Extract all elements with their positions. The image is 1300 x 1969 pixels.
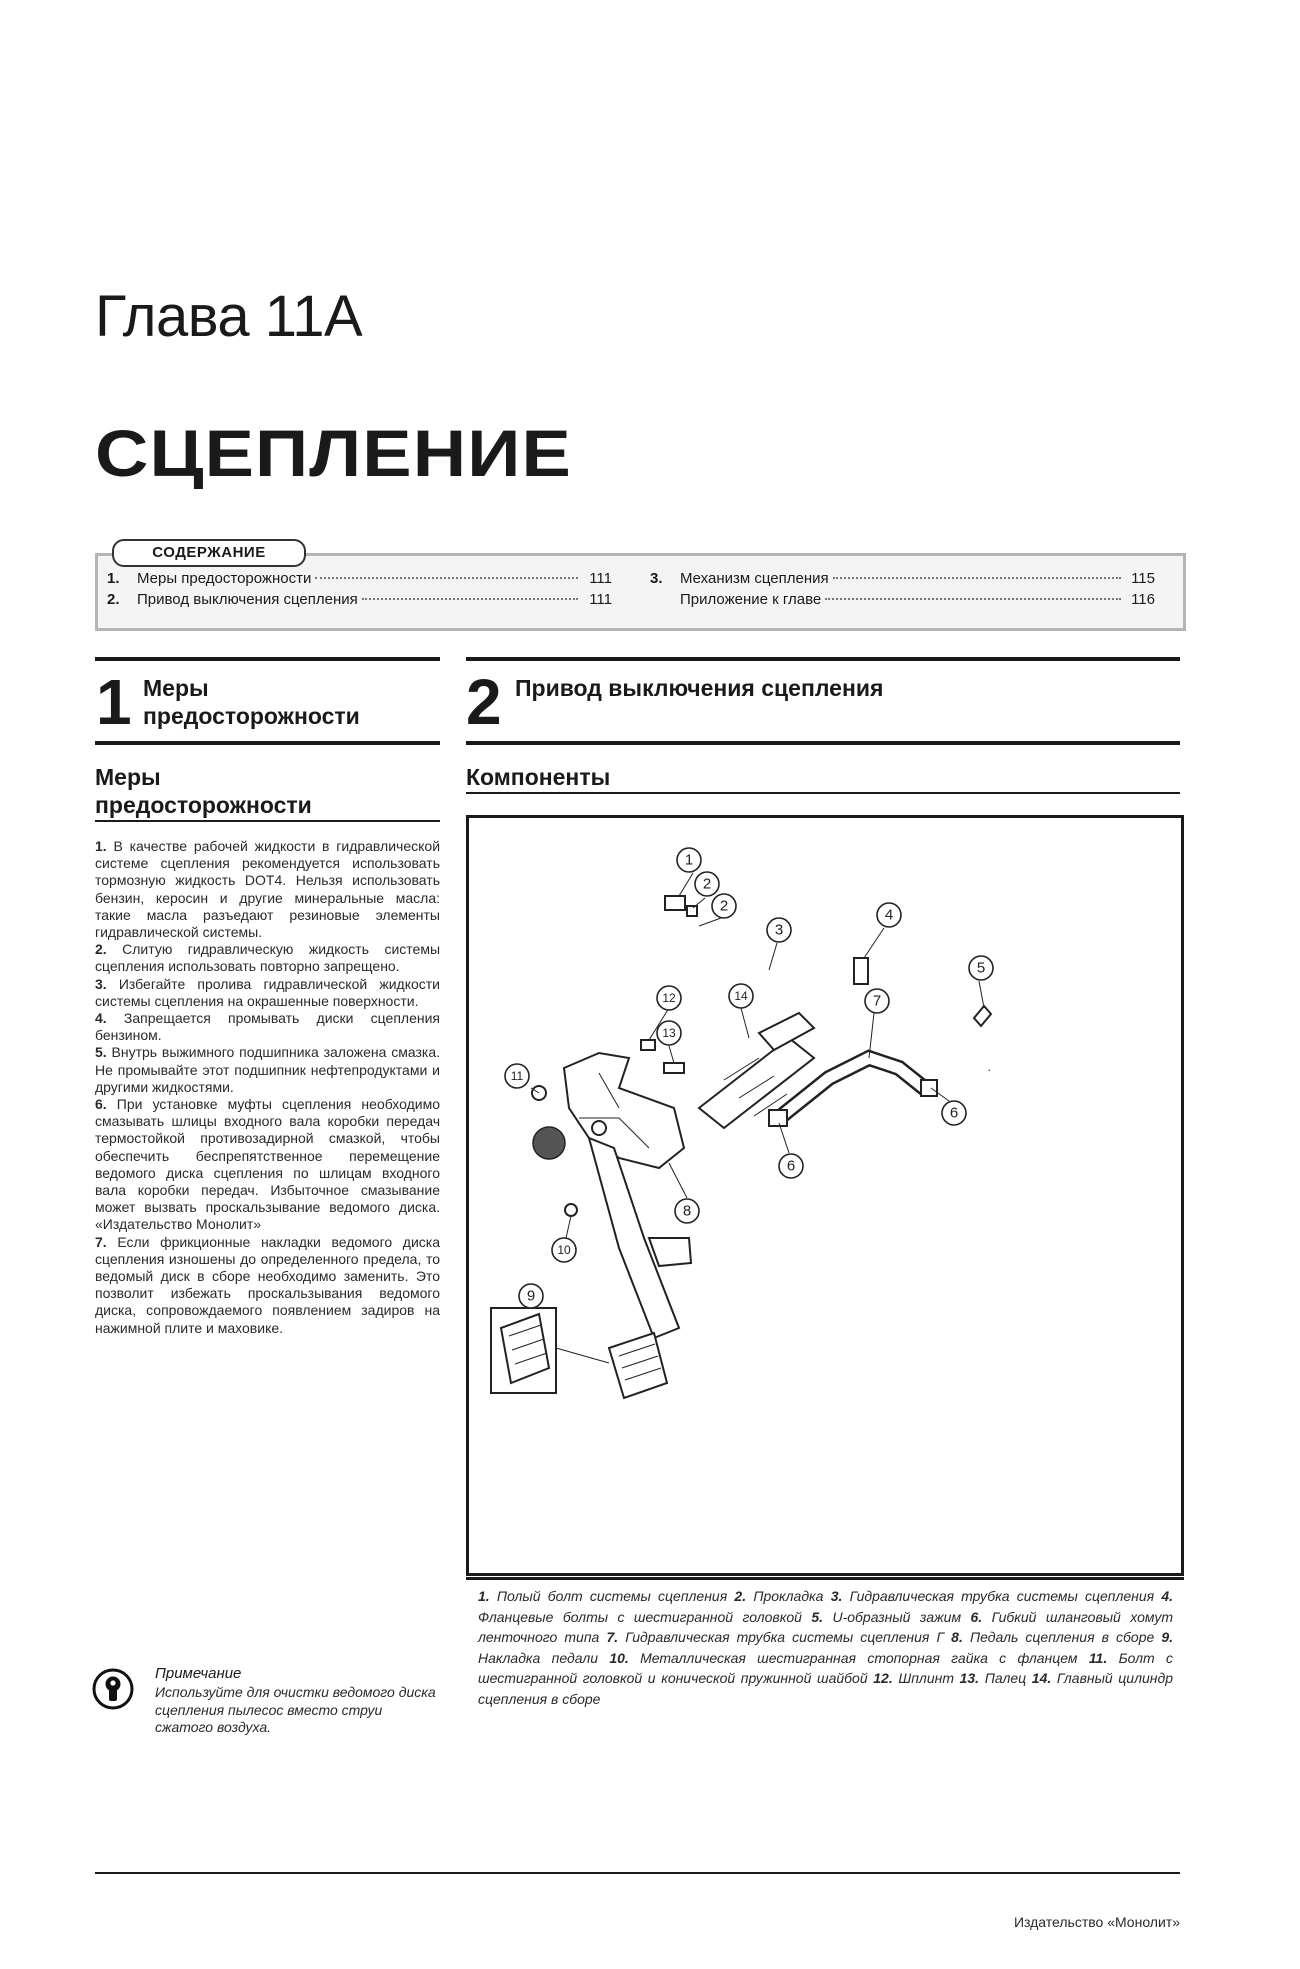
list-item-text: Слитую гидравлическую жидкость системы сцепления использовать повторно запрещено. — [95, 941, 441, 975]
callout — [519, 1284, 543, 1308]
callout — [865, 989, 889, 1013]
callout — [657, 1021, 681, 1045]
subheading-rule — [466, 792, 1180, 794]
lock-nut — [565, 1204, 577, 1216]
section-title: Меры предосторожности — [143, 675, 360, 729]
chapter-title: СЦЕПЛЕНИЕ — [95, 416, 572, 490]
section-number: 2 — [466, 666, 502, 738]
components-figure — [466, 815, 1184, 1576]
callout — [677, 848, 701, 872]
callout-label: 11 — [510, 1069, 524, 1083]
toc-entry-page: 115 — [1131, 570, 1155, 587]
toc-entry-text: Меры предосторожности — [137, 570, 312, 587]
callout-label: 5 — [976, 959, 986, 977]
caption-text: Болт с шестигранной головкой и конической пружинной шайбой — [478, 1649, 1174, 1686]
list-item — [95, 1096, 440, 1234]
toc-leader — [833, 577, 1121, 579]
footer-rule — [95, 1872, 1180, 1874]
caption-num: 4. — [1161, 1588, 1174, 1604]
toc-entry-num: 3. — [650, 570, 663, 587]
caption-num: 3. — [830, 1588, 843, 1604]
caption-num: 1. — [478, 1588, 490, 1604]
caption-text: Гибкий шланговый хомут ленточного типа — [478, 1608, 1174, 1645]
toc-entry[interactable] — [107, 570, 612, 587]
clutch-diagram — [469, 818, 1181, 1573]
figure-caption-rule — [466, 1577, 1184, 1580]
list-item-num: 7. — [95, 1233, 107, 1250]
section-rule — [466, 657, 1180, 661]
caption-text: Гидравлическая трубка системы сцепления Г — [625, 1629, 945, 1645]
caption-text: Накладка педали — [478, 1649, 599, 1666]
subheading: Компоненты — [466, 764, 611, 790]
pivot — [592, 1121, 606, 1135]
list-item — [95, 838, 440, 941]
caption-text: Полый болт системы сцепления — [496, 1588, 728, 1604]
toc-leader — [362, 598, 578, 600]
list-item-text: Запрещается промывать диски сцепления бензином. — [95, 1010, 441, 1044]
caption-num: 13. — [959, 1670, 980, 1686]
section-rule — [95, 657, 440, 661]
toc-heading: СОДЕРЖАНИЕ — [112, 539, 306, 567]
clevis-pin — [664, 1063, 684, 1073]
caption-text: Фланцевые болты с шестигранной головкой — [478, 1608, 802, 1625]
callout-label: 14 — [734, 989, 748, 1003]
list-item-text: При установке муфты сцепления необходимо смазывать шлицы входного вала коробки передач термостойкой противозадирной смазкой, чтобы обеспечить беспрепятственное перемещение ведомого диска сцепления по шлицам входного вала коробки передач. Избыточное смазывание может вызвать проскальзывание ведомого диска. «Издательство Монолит» — [95, 1096, 441, 1233]
toc-entry-text: Приложение к главе — [680, 591, 822, 608]
caption-num: 8. — [951, 1629, 963, 1645]
split-pin — [641, 1040, 655, 1050]
list-item-num: 6. — [95, 1096, 107, 1113]
callout-label: 2 — [719, 897, 729, 915]
list-item — [95, 1044, 440, 1096]
caption-num: 11. — [1088, 1649, 1108, 1666]
list-item — [95, 1010, 440, 1044]
inset-leader — [556, 1348, 609, 1363]
note-title: Примечание — [155, 1665, 242, 1682]
callout — [877, 903, 901, 927]
list-item-text: Избегайте пролива гидравлической жидкости системы сцепления на окрашенные поверхности. — [95, 975, 441, 1009]
section-rule — [466, 741, 1180, 745]
callout — [767, 918, 791, 942]
toc-entry[interactable] — [650, 591, 1155, 608]
caption-num: 7. — [606, 1629, 619, 1645]
caption-text: Главный цилиндр сцепления в сборе — [478, 1670, 1173, 1707]
flange-bolt — [854, 958, 868, 984]
callout — [695, 872, 719, 896]
callout-label: 1 — [684, 851, 694, 869]
toc-entry[interactable] — [107, 591, 612, 608]
note-text: Используйте для очистки ведомого диска сцепления пылесос вместо струи сжатого воздуха. — [155, 1684, 436, 1735]
section-number: 1 — [96, 666, 132, 738]
precautions-list — [95, 838, 440, 1337]
pedal-pad — [609, 1333, 667, 1398]
callout-label: 6 — [786, 1157, 796, 1175]
callout — [552, 1238, 576, 1262]
callout-label: 12 — [662, 991, 676, 1005]
callout — [729, 984, 753, 1008]
publisher: Издательство «Монолит» — [1013, 1914, 1180, 1930]
callout — [779, 1154, 803, 1178]
pedal-stop — [649, 1238, 691, 1266]
list-item — [95, 976, 440, 1010]
banjo-bolt — [665, 896, 685, 910]
list-item-text: Если фрикционные накладки ведомого диска сцепления изношены до определенного предела, то ведомый диск в сборе необходимо заменить. Это позволит избежать проскальзывания ведомого диска, сопровождаемого появлением задиров на нажимной плите и маховике. — [95, 1233, 441, 1336]
callout — [657, 986, 681, 1010]
hose-clamp — [921, 1080, 937, 1096]
callout-label: 3 — [774, 921, 784, 939]
figure-caption — [478, 1586, 1173, 1709]
callout-label: 10 — [557, 1243, 571, 1257]
toc-entry[interactable] — [650, 570, 1155, 587]
toc-entry-page: 111 — [589, 570, 612, 587]
caption-text: Шплинт — [898, 1670, 954, 1686]
toc-entry-page: 116 — [1131, 591, 1155, 608]
hose-clamp — [769, 1110, 787, 1126]
section-title: Привод выключения сцепления — [515, 675, 884, 701]
note-icon — [92, 1668, 134, 1710]
list-item-num: 1. — [95, 838, 107, 854]
list-item-text: Внутрь выжимного подшипника заложена смазка. Не промывайте этот подшипник нефтепродуктами и другими жидкостями. — [95, 1044, 441, 1095]
toc-entry-num: 2. — [107, 591, 120, 608]
callout-label: 9 — [526, 1287, 536, 1305]
toc-entry-text: Механизм сцепления — [680, 570, 829, 587]
section-rule — [95, 741, 440, 745]
u-clip — [974, 1006, 991, 1026]
caption-num: 2. — [734, 1588, 747, 1604]
caption-num: 9. — [1161, 1629, 1174, 1645]
callout — [969, 956, 993, 980]
toc-leader — [825, 598, 1121, 600]
caption-num: 12. — [873, 1670, 893, 1686]
callout — [505, 1064, 529, 1088]
list-item-num: 3. — [95, 975, 107, 992]
hydraulic-pipe — [674, 908, 989, 1070]
callout-label: 8 — [682, 1202, 692, 1220]
toc-entry-page: 111 — [589, 591, 612, 608]
caption-num: 5. — [811, 1608, 824, 1625]
callout — [675, 1199, 699, 1223]
caption-num: 14. — [1031, 1670, 1052, 1686]
callout — [712, 894, 736, 918]
toc-leader — [315, 577, 578, 579]
toc-entry-num: 1. — [107, 570, 120, 587]
callout — [942, 1101, 966, 1125]
chapter-label: Глава 11А — [95, 284, 363, 349]
caption-text: Гидравлическая трубка системы сцепления — [849, 1588, 1155, 1604]
list-item — [95, 1234, 440, 1337]
callout-label: 4 — [884, 906, 894, 924]
callout-label: 2 — [702, 875, 712, 893]
list-item — [95, 941, 440, 975]
toc-entry-text: Привод выключения сцепления — [137, 591, 358, 608]
caption-text: Палец — [984, 1670, 1027, 1686]
list-item-num: 5. — [95, 1044, 107, 1061]
callout-label: 7 — [872, 992, 882, 1010]
caption-text: U-образный зажим — [832, 1608, 962, 1625]
callout-label: 13 — [662, 1026, 676, 1040]
caption-num: 6. — [970, 1608, 983, 1625]
callout-label: 6 — [949, 1104, 959, 1122]
subheading-rule — [95, 820, 440, 822]
list-item-num: 4. — [95, 1010, 107, 1027]
gasket — [687, 906, 697, 916]
subheading: Меры предосторожности — [95, 764, 312, 818]
caption-text: Педаль сцепления в сборе — [969, 1629, 1155, 1645]
caption-num: 10. — [609, 1649, 629, 1666]
pedal-spring — [533, 1127, 565, 1159]
list-item-num: 2. — [95, 941, 107, 958]
caption-text: Металлическая шестигранная стопорная гайка с фланцем — [640, 1649, 1078, 1666]
caption-text: Прокладка — [753, 1588, 824, 1604]
hydraulic-pipe-core — [674, 908, 989, 1070]
list-item-text: В качестве рабочей жидкости в гидравлической системе сцепления рекомендуется использовать тормозную жидкость DOT4. Нельзя использовать бензин, керосин и другие минеральные масла: такие масла разъедают резиновые элементы гидравлической системы. — [95, 838, 441, 941]
